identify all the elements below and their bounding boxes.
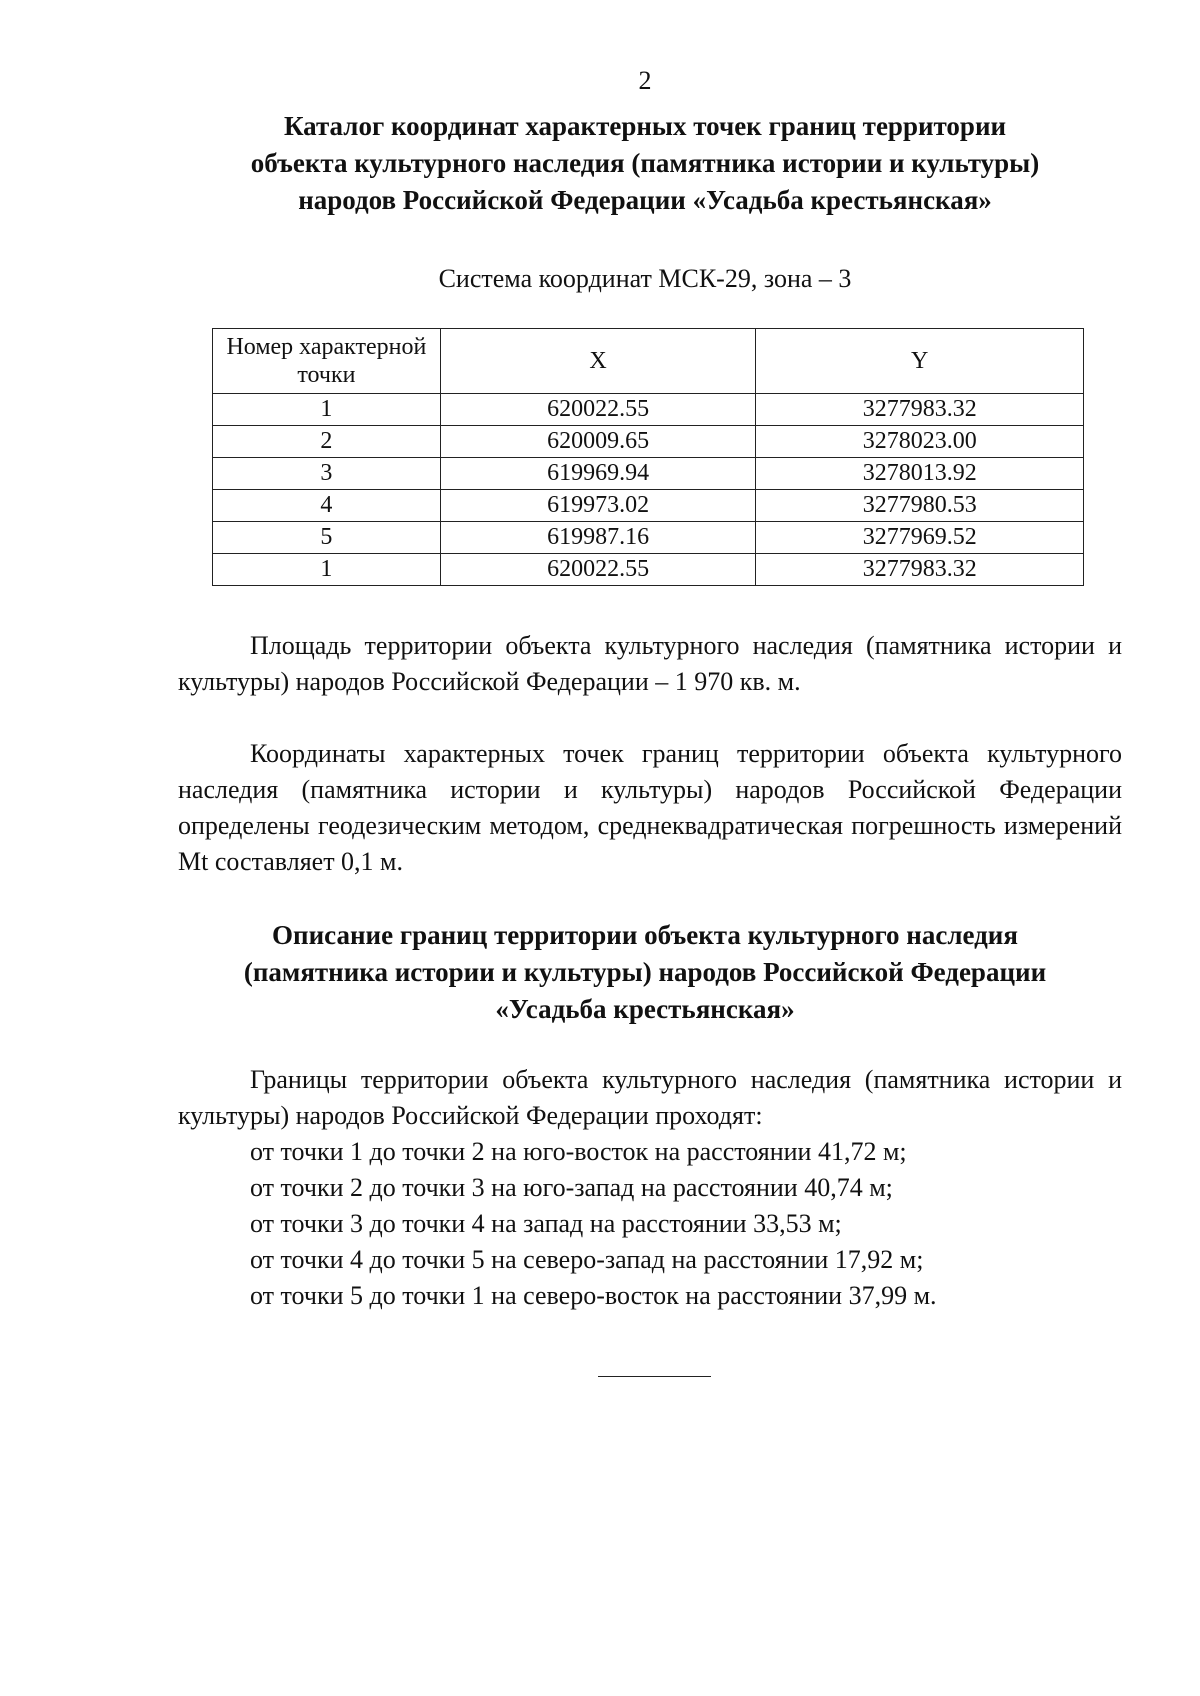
catalog-title [150, 108, 1140, 219]
x-cell: 619987.16 [440, 522, 756, 554]
list-item: от точки 1 до точки 2 на юго-восток на расстоянии 41,72 м; [250, 1137, 907, 1166]
point-number-cell: 5 [213, 522, 441, 554]
table-row [213, 394, 1084, 426]
table-header-row [213, 329, 1084, 394]
y-cell: 3277983.32 [756, 554, 1084, 586]
borders-intro-text: Границы территории объекта культурного наследия (памятника истории и культуры) народов Российской Федерации проходят: [178, 1065, 1122, 1130]
end-divider [598, 1376, 711, 1377]
y-cell: 3277983.32 [756, 394, 1084, 426]
y-cell: 3278013.92 [756, 458, 1084, 490]
table-row [213, 554, 1084, 586]
header-point-number: Номер характерной точки [213, 329, 441, 394]
point-number-cell: 4 [213, 490, 441, 522]
area-paragraph [178, 628, 1122, 700]
list-item: от точки 5 до точки 1 на северо-восток на расстоянии 37,99 м. [250, 1281, 937, 1310]
point-number-cell: 3 [213, 458, 441, 490]
header-y: Y [756, 329, 1084, 394]
point-number-cell: 1 [213, 394, 441, 426]
list-item: от точки 3 до точки 4 на запад на расстоянии 33,53 м; [250, 1209, 842, 1238]
table-row [213, 522, 1084, 554]
description-title-line: «Усадьба крестьянская» [495, 994, 795, 1024]
point-number-cell: 2 [213, 426, 441, 458]
point-number-cell: 1 [213, 554, 441, 586]
accuracy-paragraph [178, 736, 1122, 880]
y-cell: 3278023.00 [756, 426, 1084, 458]
accuracy-text: Координаты характерных точек границ территории объекта культурного наследия (памятника истории и культуры) народов Российской Федерации определены геодезическим методом, среднеквадратическая погрешность измерений Mt составляет 0,1 м. [178, 739, 1122, 876]
description-title-line: (памятника истории и культуры) народов Российской Федерации [243, 957, 1047, 987]
description-title [150, 917, 1140, 1028]
y-cell: 3277980.53 [756, 490, 1084, 522]
table-row [213, 458, 1084, 490]
border-segments-list [250, 1134, 1120, 1314]
list-item: от точки 4 до точки 5 на северо-запад на расстоянии 17,92 м; [250, 1245, 924, 1274]
description-title-line: Описание границ территории объекта культурного наследия [272, 920, 1018, 950]
table-row [213, 426, 1084, 458]
x-cell: 619973.02 [440, 490, 756, 522]
area-text: Площадь территории объекта культурного наследия (памятника истории и культуры) народов Российской Федерации – 1 970 кв. м. [178, 631, 1122, 696]
coordinate-system-caption: Система координат МСК-29, зона – 3 [438, 264, 852, 293]
x-cell: 620022.55 [440, 554, 756, 586]
borders-intro-paragraph [178, 1062, 1122, 1134]
x-cell: 620009.65 [440, 426, 756, 458]
coordinates-table [212, 328, 1084, 586]
y-cell: 3277969.52 [756, 522, 1084, 554]
list-item: от точки 2 до точки 3 на юго-запад на расстоянии 40,74 м; [250, 1173, 893, 1202]
catalog-title-line: Каталог координат характерных точек границ территории [283, 111, 1007, 141]
catalog-title-line: объекта культурного наследия (памятника истории и культуры) [250, 148, 1040, 178]
page-number: 2 [638, 66, 652, 95]
x-cell: 620022.55 [440, 394, 756, 426]
x-cell: 619969.94 [440, 458, 756, 490]
catalog-title-line: народов Российской Федерации «Усадьба крестьянская» [298, 185, 992, 215]
header-x: X [440, 329, 756, 394]
table-row [213, 490, 1084, 522]
